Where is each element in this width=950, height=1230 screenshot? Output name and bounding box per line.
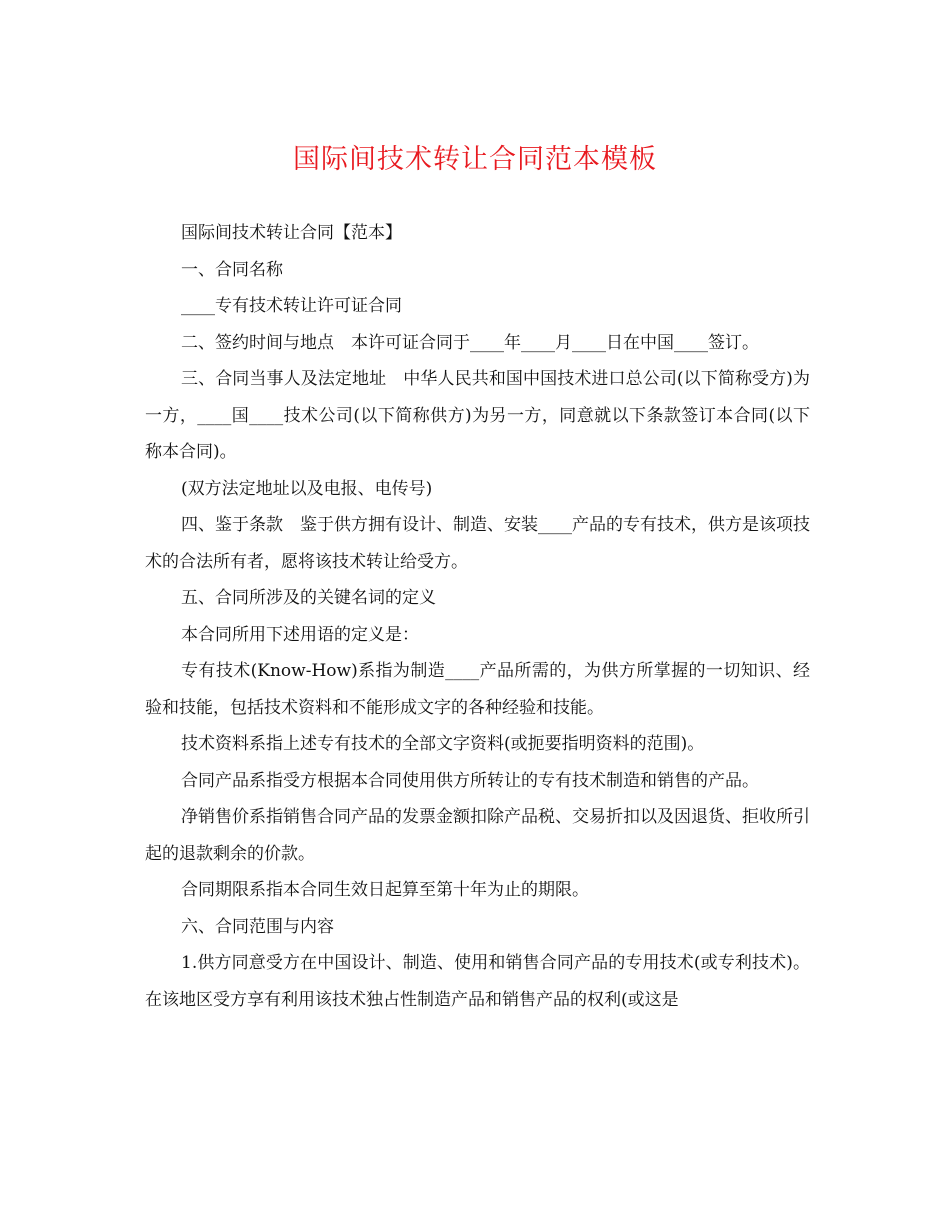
paragraph-section-1: 一、合同名称 <box>181 259 283 280</box>
paragraph-section-4: 四、鉴于条款 鉴于供方拥有设计、制造、安装____产品的专有技术，供方是该项技术的合法所有者，愿将该技术转让给受方。 <box>145 515 810 572</box>
paragraph-definition-product: 合同产品系指受方根据本合同使用供方所转让的专有技术制造和销售的产品。 <box>181 770 759 791</box>
paragraph-heading: 国际间技术转让合同【范本】 <box>181 223 402 243</box>
paragraph-definition-term: 合同期限系指本合同生效日起算至第十年为止的期限。 <box>181 880 589 900</box>
document-title: 国际间技术转让合同范本模板 <box>293 144 657 175</box>
paragraph-definition-technical-data: 技术资料系指上述专有技术的全部文字资料(或扼要指明资料的范围)。 <box>181 734 705 754</box>
paragraph-clause-1: 1.供方同意受方在中国设计、制造、使用和销售合同产品的专用技术(或专利技术)。在该地区受方享有利用该技术独占性制造产品和销售产品的权利(或这是 <box>145 953 810 1010</box>
paragraph-section-5: 五、合同所涉及的关键名词的定义 <box>181 588 436 608</box>
paragraph-definitions-intro: 本合同所用下述用语的定义是： <box>181 624 419 645</box>
paragraph-section-6: 六、合同范围与内容 <box>181 916 334 937</box>
paragraph-definition-know-how: 专有技术(Know-How)系指为制造____产品所需的，为供方所掌握的一切知识、经验和技能，包括技术资料和不能形成文字的各种经验和技能。 <box>145 661 810 718</box>
document-body <box>145 215 810 1018</box>
paragraph-definition-net-price: 净销售价系指销售合同产品的发票金额扣除产品税、交易折扣以及因退货、拒收所引起的退款剩余的价款。 <box>145 807 810 864</box>
paragraph-contract-name: ____专有技术转让许可证合同 <box>181 296 402 316</box>
paragraph-addresses: (双方法定地址以及电报、电传号) <box>181 478 433 499</box>
paragraph-section-3: 三、合同当事人及法定地址 中华人民共和国中国技术进口总公司(以下简称受方)为一方，____国____技术公司(以下简称供方)为另一方，同意就以下条款签订本合同(以下称本合同)。 <box>145 369 810 462</box>
paragraph-section-2: 二、签约时间与地点 本许可证合同于____年____月____日在中国____签订。 <box>181 332 759 353</box>
